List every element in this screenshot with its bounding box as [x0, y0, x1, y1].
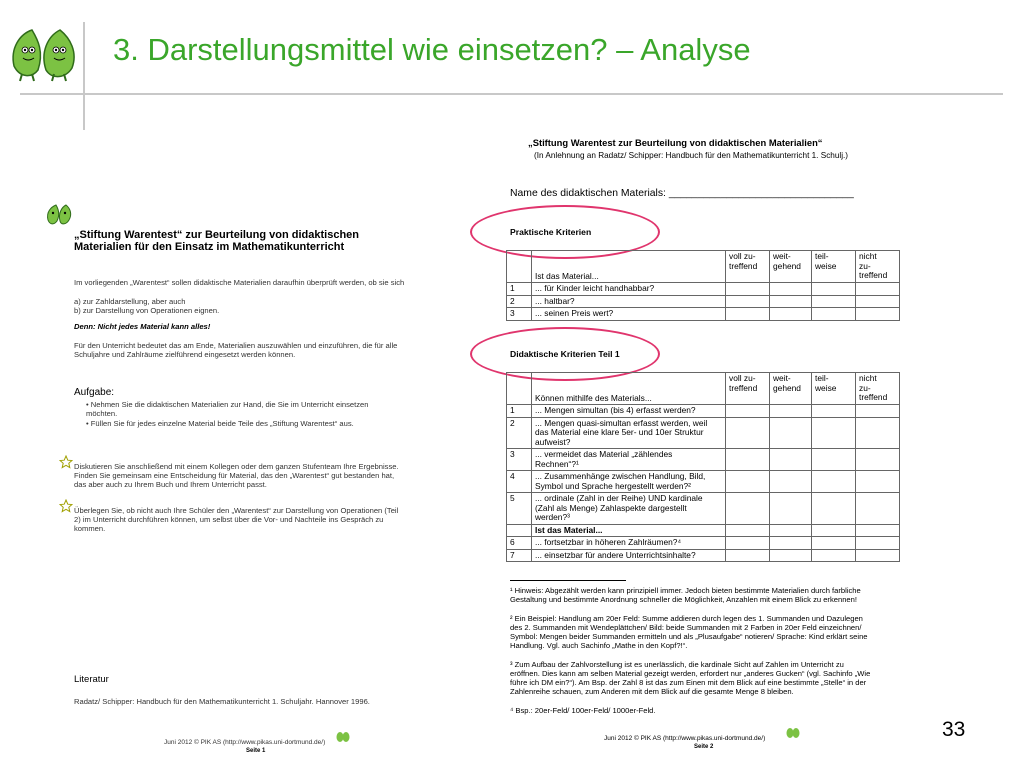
doc1-para2-line2: Schuljahre und Zahlräume zielführend eingesetzt werden können.	[74, 350, 296, 359]
star-icon	[59, 455, 73, 474]
doc2-footer-mascot-icon	[786, 726, 800, 744]
rating-cell[interactable]	[726, 537, 770, 550]
rating-cell[interactable]	[812, 449, 856, 471]
rating-cell[interactable]	[812, 308, 856, 321]
rating-cell[interactable]	[770, 449, 812, 471]
table-row	[507, 417, 900, 449]
rating-cell[interactable]	[726, 308, 770, 321]
footnote-2-line1: ² Ein Beispiel: Handlung am 20er Feld: Summe addieren durch legen des 1. Summanden und Dazulegen	[510, 614, 863, 623]
rating-cell[interactable]	[726, 493, 770, 525]
doc2-footer: Juni 2012 © PIK AS (http://www.pikas.uni-dortmund.de/)	[604, 735, 766, 742]
logo-divider	[83, 22, 85, 130]
doc1-task2: • Füllen Sie für jedes einzelne Material beide Teile des „Stiftung Warentest“ aus.	[86, 419, 354, 428]
doc1-item-a: a) zur Zahldarstellung, aber auch	[74, 297, 186, 306]
rating-cell[interactable]	[812, 283, 856, 296]
doc1-literature-reference: Radatz/ Schipper: Handbuch für den Mathematikunterricht 1. Schuljahr. Hannover 1996.	[74, 697, 370, 706]
row-number: 7	[507, 549, 532, 562]
mascot-logo	[10, 26, 78, 82]
rating-cell[interactable]	[770, 549, 812, 562]
rating-cell[interactable]	[726, 549, 770, 562]
doc1-claim: Denn: Nicht jedes Material kann alles!	[74, 322, 211, 331]
doc1-pupil-line3: kommen.	[74, 524, 106, 533]
row-number: 2	[507, 417, 532, 449]
rating-cell[interactable]	[726, 417, 770, 449]
doc1-footer-page: Seite 1	[246, 748, 266, 754]
doc2-section1-title: Praktische Kriterien	[510, 227, 592, 237]
doc1-discussion-line3: das aber auch zu Ihrem Buch und Ihrem Unterricht passt.	[74, 480, 267, 489]
rating-cell[interactable]	[726, 295, 770, 308]
row-number: 2	[507, 295, 532, 308]
title-divider	[20, 93, 1003, 95]
table-row	[507, 283, 900, 296]
footnote-2-line4: Handlung. Vgl. auch Sachinfo „Mathe in den Kopf?!“.	[510, 641, 688, 650]
star-icon	[59, 499, 73, 518]
rating-cell[interactable]	[770, 537, 812, 550]
row-criterion: ... vermeidet das Material „zählendes Rechnen“?¹	[532, 449, 726, 471]
rating-cell[interactable]	[856, 417, 900, 449]
doc1-task1-line1: • Nehmen Sie die didaktischen Materialien zur Hand, die Sie im Unterricht einsetzen	[86, 400, 369, 409]
rating-cell[interactable]	[856, 449, 900, 471]
footnote-2-line2: des 2. Summanden mit Wendeplättchen/ Bild: beide Summanden mit 2 Farben in 20er Feld einzeichnen/	[510, 623, 862, 632]
row-criterion: ... ordinale (Zahl in der Reihe) UND kardinale (Zahl als Menge) Zahlaspekte dargestellt werden?³	[532, 493, 726, 525]
doc1-discussion-line1: Diskutieren Sie anschließend mit einem Kollegen oder dem ganzen Stufenteam Ihre Ergebnisse.	[74, 462, 399, 471]
table1-header: Ist das Material...	[532, 251, 726, 283]
doc2-section2-title: Didaktische Kriterien Teil 1	[510, 349, 620, 359]
didactic-criteria-table	[506, 372, 900, 562]
col-teilweise: teil- weise	[812, 251, 856, 283]
col-voll-zutreffend: voll zu- treffend	[726, 251, 770, 283]
rating-cell[interactable]	[812, 405, 856, 418]
table-header-row	[507, 373, 900, 405]
table-row	[507, 295, 900, 308]
rating-cell[interactable]	[812, 471, 856, 493]
rating-cell[interactable]	[856, 405, 900, 418]
row-number: 5	[507, 493, 532, 525]
rating-cell[interactable]	[770, 295, 812, 308]
rating-cell[interactable]	[770, 471, 812, 493]
doc1-footer-mascot-icon	[336, 730, 350, 748]
table-row	[507, 537, 900, 550]
row-criterion: ... Zusammenhänge zwischen Handlung, Bild, Symbol und Sprache hergestellt werden?²	[532, 471, 726, 493]
row-criterion: ... haltbar?	[532, 295, 726, 308]
doc1-pupil-line1: Überlegen Sie, ob nicht auch Ihre Schüler den „Warentest“ zur Darstellung von Operationen (Teil	[74, 506, 399, 515]
rating-cell[interactable]	[856, 537, 900, 550]
doc1-task1-line2: möchten.	[86, 409, 118, 418]
doc1-literature-heading: Literatur	[74, 674, 109, 685]
practical-criteria-table	[506, 250, 900, 321]
row-criterion: ... fortsetzbar in höheren Zahlräumen?⁴	[532, 537, 726, 550]
rating-cell[interactable]	[770, 283, 812, 296]
table-row	[507, 549, 900, 562]
table-row	[507, 449, 900, 471]
footnote-3-line1: ³ Zum Aufbau der Zahlvorstellung ist es unerlässlich, die kardinale Sicht auf Zahlen im Unterricht zu	[510, 660, 844, 669]
rating-cell[interactable]	[856, 308, 900, 321]
rating-cell[interactable]	[726, 471, 770, 493]
row-criterion: ... seinen Preis wert?	[532, 308, 726, 321]
table-row	[507, 308, 900, 321]
rating-cell[interactable]	[856, 283, 900, 296]
col-nicht-zutreffend: nicht zu- treffend	[856, 251, 900, 283]
footnote-3-line2: eröffnen. Dies kann am selben Material gezeigt werden, erfordert nur „anderes Gucken“ (vgl. Sachinfo „Wie	[510, 669, 871, 678]
doc1-task-heading: Aufgabe:	[74, 387, 115, 398]
row-number: 3	[507, 308, 532, 321]
doc1-para2-line1: Für den Unterricht bedeutet das am Ende, Materialien auszuwählen und einzuführen, die für alle	[74, 341, 398, 350]
col-teilweise: teil- weise	[812, 373, 856, 405]
table-subheader-row	[507, 524, 900, 537]
rating-cell[interactable]	[812, 417, 856, 449]
row-number: 4	[507, 471, 532, 493]
doc1-footer: Juni 2012 © PIK AS (http://www.pikas.uni-dortmund.de/)	[164, 739, 326, 746]
doc2-material-name-field: Name des didaktischen Materials: ________________________________	[510, 188, 854, 199]
table-row	[507, 493, 900, 525]
rating-cell[interactable]	[726, 449, 770, 471]
footnote-1-line1: ¹ Hinweis: Abgezählt werden kann prinzipiell immer. Jedoch bieten bestimmte Materialien durch farbliche	[510, 586, 861, 595]
col-voll-zutreffend: voll zu- treffend	[726, 373, 770, 405]
rating-cell[interactable]	[770, 417, 812, 449]
row-number: 6	[507, 537, 532, 550]
doc1-discussion-line2: Finden Sie gemeinsam eine Entscheidung für Material, das den „Warentest“ gut bestanden hat,	[74, 471, 395, 480]
rating-cell[interactable]	[856, 295, 900, 308]
doc1-mascot-icon	[46, 204, 72, 226]
rating-cell[interactable]	[770, 308, 812, 321]
rating-cell[interactable]	[770, 405, 812, 418]
footnote-2-line3: Symbol: Mengen beider Summanden ermitteln und als „Plusaufgabe“ notieren/ Sprache: Kind erklärt seine	[510, 632, 868, 641]
rating-cell[interactable]	[726, 283, 770, 296]
doc2-subheading: (In Anlehnung an Radatz/ Schipper: Handbuch für den Mathematikunterricht 1. Schulj.)	[534, 151, 849, 160]
table-row	[507, 471, 900, 493]
table2-header: Können mithilfe des Materials...	[532, 373, 726, 405]
col-weitgehend: weit- gehend	[770, 251, 812, 283]
doc1-heading-line2: Materialien für den Einsatz im Mathematikunterricht	[74, 241, 345, 253]
footnote-1-line2: Gestaltung und bestimmte Anordnung schneller die Möglichkeit, Anzahlen mit einem Blick zu erkennen!	[510, 595, 857, 604]
doc1-intro: Im vorliegenden „Warentest“ sollen didaktische Materialien daraufhin überprüft werden, ob sie sich	[74, 278, 405, 287]
footnote-divider	[510, 580, 626, 581]
rating-cell[interactable]	[812, 549, 856, 562]
rating-cell[interactable]	[856, 493, 900, 525]
row-criterion: ... einsetzbar für andere Unterrichtsinhalte?	[532, 549, 726, 562]
doc1-item-b: b) zur Darstellung von Operationen eignen.	[74, 306, 220, 315]
doc2-heading: „Stiftung Warentest zur Beurteilung von didaktischen Materialien“	[528, 137, 823, 148]
col-nicht-zutreffend: nicht zu- treffend	[856, 373, 900, 405]
rating-cell[interactable]	[856, 549, 900, 562]
rating-cell[interactable]	[812, 295, 856, 308]
row-criterion: ... Mengen simultan (bis 4) erfasst werden?	[532, 405, 726, 418]
rating-cell[interactable]	[812, 493, 856, 525]
row-criterion: ... für Kinder leicht handhabbar?	[532, 283, 726, 296]
rating-cell[interactable]	[856, 471, 900, 493]
footnote-3-line4: Zahlenreihe schauen, zum Anderen mit dem Blick auf die gesamte Menge 8 bleiben.	[510, 687, 794, 696]
row-number: 3	[507, 449, 532, 471]
doc2-footer-page: Seite 2	[694, 744, 714, 750]
col-weitgehend: weit- gehend	[770, 373, 812, 405]
row-criterion: ... Mengen quasi-simultan erfasst werden, weil das Material eine klare 5er- und 10er Struktur aufweist?	[532, 417, 726, 449]
doc1-pupil-line2: 2) im Unterricht durchführen können, um selbst über die Vor- und Nachteile ins Gespräch zu	[74, 515, 384, 524]
row-number: 1	[507, 405, 532, 418]
slide-title: 3. Darstellungsmittel wie einsetzen? – Analyse	[113, 32, 751, 67]
table2-subheader: Ist das Material...	[532, 524, 726, 537]
table-row	[507, 405, 900, 418]
doc1-heading-line1: „Stiftung Warentest“ zur Beurteilung von didaktischen	[74, 229, 360, 241]
rating-cell[interactable]	[770, 493, 812, 525]
rating-cell[interactable]	[812, 537, 856, 550]
rating-cell[interactable]	[726, 405, 770, 418]
footnote-3-line3: führe ich DM ein?“). Am Bsp. der Zahl 8 ist das zum Einen mit dem Blick auf eine bestimmte „Stelle“ in der	[510, 678, 867, 687]
row-number: 1	[507, 283, 532, 296]
footnote-4: ⁴ Bsp.: 20er-Feld/ 100er-Feld/ 1000er-Feld.	[510, 706, 656, 715]
page-number: 33	[942, 718, 966, 741]
table-header-row	[507, 251, 900, 283]
